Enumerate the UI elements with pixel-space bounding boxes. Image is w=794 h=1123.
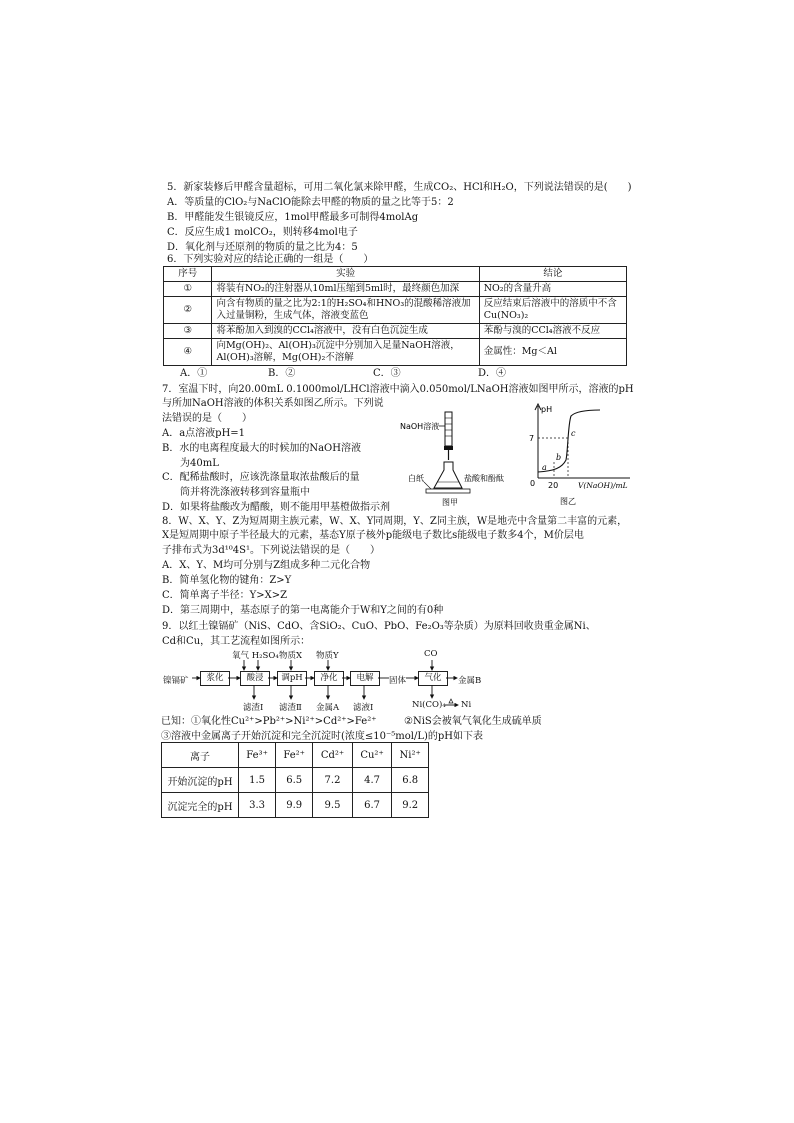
q6-stem: 6．下列实验对应的结论正确的一组是（ ）	[167, 254, 374, 265]
flow-input-y: 物质Y	[316, 651, 339, 661]
table-row	[164, 282, 627, 297]
table-row	[162, 793, 429, 818]
flow-box-adjust-ph: 调pH	[277, 671, 307, 686]
q7-figure-a	[398, 408, 508, 506]
q7-option-d: D．如果将盐酸改为醋酸，则不能用甲基橙做指示剂	[162, 502, 391, 513]
ph-curve	[538, 410, 600, 472]
y-tick-7: 7	[529, 434, 535, 443]
flow-box-electrolysis: 电解	[350, 671, 380, 686]
q6-option-c: C．③	[373, 368, 401, 379]
q6-header-con: 结论	[479, 267, 626, 282]
q5-option-a: A．等质量的ClO₂与NaClO能除去甲醛的物质的量之比等于5：2	[167, 197, 454, 208]
q6-row-exp: 向含有物质的量之比为2:1的H₂SO₄和HNO₃的混酸稀溶液加入过量铜粉，生成气体，溶液变蓝色	[212, 297, 479, 324]
q8-stem-line3: 子排布式为3d¹⁰4S¹。下列说法错误的是（ ）	[162, 545, 381, 556]
q9-header-ni2: Ni²⁺	[392, 743, 429, 768]
flow-output-residue1: 滤渣Ⅰ	[243, 703, 264, 713]
q7-figure-b	[518, 400, 638, 506]
q6-option-b: B．②	[268, 368, 296, 379]
q9-header-cd2: Cd²⁺	[313, 743, 353, 768]
q5-option-b: B．甲醛能发生银镜反应，1mol甲醛最多可制得4molAg	[167, 212, 419, 223]
q6-row-no: ①	[164, 282, 212, 297]
q5-option-c: C．反应生成1 molCO₂，则转移4mol电子	[167, 227, 358, 238]
q9-known-3: ③溶液中金属离子开始沉淀和完全沉淀时(浓度≤10⁻⁵mol/L)的pH如下表	[161, 731, 484, 742]
q7-stem-line3: 法错误的是（ ）	[162, 413, 252, 424]
flow-output-metal-a: 金属A	[316, 703, 340, 713]
q9-cell: 6.5	[276, 768, 313, 793]
q9-row-label: 沉淀完全的pH	[162, 793, 239, 818]
q7-option-b2: 为40mL	[180, 458, 219, 469]
q9-stem-line1: 9．以红土镍镉矿（NiS、CdO、含SiO₂、CuO、PbO、Fe₂O₃等杂质）为原料回收贵重金属Ni、	[162, 621, 596, 632]
flow-input-x: 物质X	[279, 651, 303, 661]
q9-cell: 4.7	[352, 768, 392, 793]
y-axis-label: pH	[541, 405, 553, 414]
q6-row-con: 苯酚与溴的CCl₄溶液不反应	[479, 324, 626, 339]
q9-cell: 7.2	[313, 768, 353, 793]
table-row	[164, 339, 627, 366]
q6-row-con: 反应结束后溶液中的溶质中不含Cu(NO₃)₂	[479, 297, 626, 324]
flow-input-o2-h2so4: 氧气 H₂SO₄	[232, 651, 279, 661]
q6-header-no: 序号	[164, 267, 212, 282]
point-b-label: b	[556, 453, 562, 462]
q6-row-exp: 将苯酚加入到溴的CCl₄溶液中，没有白色沉淀生成	[212, 324, 479, 339]
flow-nico4-label: Ni(CO)₄	[412, 700, 446, 710]
flow-box-slurry: 浆化	[200, 671, 230, 686]
q8-option-b: B．简单氢化物的键角：Z>Y	[162, 575, 292, 586]
q9-cell: 6.8	[392, 768, 429, 793]
flow-box-gasify: 气化	[418, 671, 448, 686]
q7-option-b1: B．水的电离程度最大的时候加的NaOH溶液	[162, 443, 361, 454]
q7-stem-line2: 与所加NaOH溶液的体积关系如图乙所示。下列说	[162, 398, 384, 409]
q9-header-ion: 离子	[162, 743, 239, 768]
figure-a-caption: 图甲	[442, 498, 458, 506]
flow-solid-label: 固体	[389, 676, 407, 686]
q9-header-fe3: Fe³⁺	[239, 743, 276, 768]
flow-metal-b-label: 金属B	[458, 676, 482, 686]
q8-option-d: D．第三周期中，基态原子的第一电离能介于W和Y之间的有0种	[162, 605, 444, 616]
q9-header-fe2: Fe²⁺	[276, 743, 313, 768]
q7-stem-line1: 7．室温下时，向20.00mL 0.1000mol/LHCl溶液中滴入0.050mol/LNaOH溶液如图甲所示，溶液的pH	[162, 384, 634, 395]
q9-cell: 9.2	[392, 793, 429, 818]
table-row	[164, 297, 627, 324]
stopcock	[444, 446, 453, 450]
origin-label: 0	[530, 479, 536, 488]
figure-a-acid-label: 盐酸和酚酞	[464, 474, 504, 483]
flow-box-purify: 净化	[314, 671, 344, 686]
q9-cell: 6.7	[352, 793, 392, 818]
q6-row-no: ④	[164, 339, 212, 366]
conical-flask	[434, 462, 462, 488]
table-row	[164, 324, 627, 339]
q6-row-con: 金属性：Mg＜Al	[479, 339, 626, 366]
q6-row-exp: 向Mg(OH)₂、Al(OH)₃沉淀中分别加入足量NaOH溶液，Al(OH)₃溶解，Mg(OH)₂不溶解	[212, 339, 479, 366]
flow-output-residue2: 滤渣Ⅱ	[279, 703, 302, 713]
q5-option-d: D．氧化剂与还原剂的物质的量之比为4：5	[167, 242, 358, 253]
q5-stem: 5．新家装修后甲醛含量超标，可用二氧化氯来除甲醛，生成CO₂、HCl和H₂O，下列说法错误的是( )	[167, 182, 632, 193]
q6-table	[163, 266, 627, 366]
q7-option-c2: 筒并将洗涤液转移到容量瓶中	[180, 487, 310, 498]
q9-header-cu2: Cu²⁺	[352, 743, 392, 768]
flow-start-label: 镍镉矿	[163, 676, 189, 686]
q9-known-2: ②NiS会被氧气氧化生成硫单质	[404, 716, 542, 727]
q6-row-exp: 将装有NO₂的注射器从10ml压缩到5ml时，最终颜色加深	[212, 282, 479, 297]
q9-stem-line2: Cd和Cu，其工艺流程如图所示：	[162, 636, 311, 647]
table-row	[162, 768, 429, 793]
q9-cell: 9.9	[276, 793, 313, 818]
q9-ph-table	[161, 742, 429, 818]
q8-option-a: A．X、Y、M均可分别与Z组成多种二元化合物	[162, 560, 371, 571]
q6-header-exp: 实验	[212, 267, 479, 282]
figure-b-caption: 图乙	[560, 497, 576, 506]
q9-known-1: 已知：①氧化性Cu²⁺>Pb²⁺>Ni²⁺>Cd²⁺>Fe²⁺	[161, 716, 377, 727]
q7-option-a: A．a点溶液pH=1	[162, 428, 246, 439]
q9-cell: 3.3	[239, 793, 276, 818]
flow-ni-label: Ni	[461, 700, 472, 710]
flow-output-filtrate1: 滤液Ⅰ	[353, 703, 374, 713]
q9-cell: 9.5	[313, 793, 353, 818]
x-tick-20: 20	[548, 481, 559, 490]
q6-row-no: ③	[164, 324, 212, 339]
x-axis-label: V(NaOH)/mL	[578, 481, 628, 490]
q7-option-c1: C．配稀盐酸时，应该洗涤量取浓盐酸后的量	[162, 472, 360, 483]
q6-option-d: D．④	[478, 368, 507, 379]
flow-arrows	[160, 645, 480, 707]
q9-cell: 1.5	[239, 768, 276, 793]
q6-option-a: A．①	[180, 368, 208, 379]
flow-input-co: CO	[424, 649, 438, 659]
figure-a-paper-label: 白纸	[408, 474, 424, 483]
q6-table-header	[164, 267, 627, 282]
point-a-label: a	[542, 463, 547, 472]
figure-a-naoh-label: NaOH溶液	[400, 422, 440, 431]
flow-box-acid-leach: 酸浸	[240, 671, 270, 686]
q6-row-no: ②	[164, 297, 212, 324]
point-c-label: c	[571, 429, 576, 438]
white-paper	[426, 489, 470, 493]
q8-stem-line1: 8．W、X、Y、Z为短周期主族元素，W、X、Y同周期，Y、Z同主族，W是地壳中含量第二丰富的元素，	[162, 516, 628, 527]
q9-table-header	[162, 743, 429, 768]
burette	[445, 412, 452, 446]
q9-row-label: 开始沉淀的pH	[162, 768, 239, 793]
q8-option-c: C．简单离子半径：Y>X>Z	[162, 590, 288, 601]
q6-row-con: NO₂的含量升高	[479, 282, 626, 297]
q8-stem-line2: X是短周期中原子半径最大的元素，基态Y原子核外p能级电子数比s能级电子数多4个，M价层电	[162, 530, 584, 541]
